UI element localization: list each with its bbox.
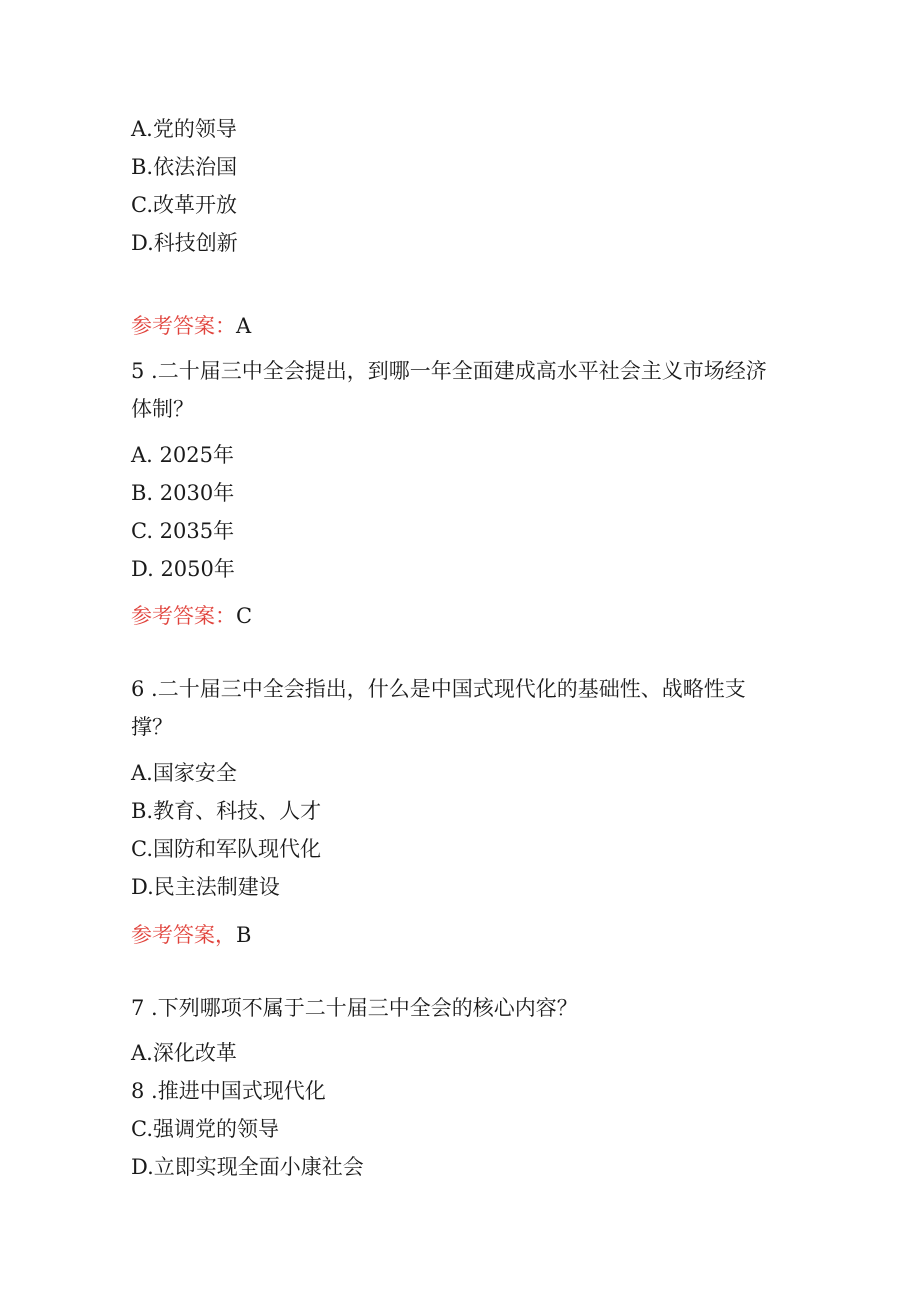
- q6-answer-value: B: [236, 923, 252, 947]
- q6-option-a: A.国家安全: [131, 761, 237, 785]
- q6-stem-line1: 6 .二十届三中全会指出，什么是中国式现代化的基础性、战略性支: [131, 677, 746, 701]
- q6-option-c: C.国防和军队现代化: [131, 837, 321, 861]
- q4-answer-value: A: [236, 314, 252, 338]
- q7-stem-line1: 7 .下列哪项不属于二十届三中全会的核心内容？: [131, 996, 578, 1020]
- q6-option-d: D.民主法制建设: [131, 875, 280, 899]
- q7-option-a: A.深化改革: [131, 1041, 237, 1065]
- q6-answer-label: 参考答案，: [131, 923, 236, 947]
- q4-option-a: A.党的领导: [131, 117, 237, 141]
- q4-option-b: B.依法治国: [131, 155, 238, 179]
- q6-answer: [131, 922, 251, 948]
- q7-option-d: D.立即实现全面小康社会: [131, 1155, 364, 1179]
- q5-option-b: B. 2030年: [131, 481, 235, 505]
- q7-option-b: 8 .推进中国式现代化: [131, 1079, 326, 1103]
- q7-option-c: C.强调党的领导: [131, 1117, 279, 1141]
- q5-option-c: C. 2035年: [131, 519, 235, 543]
- q5-stem-line1: 5 .二十届三中全会提出，到哪一年全面建成高水平社会主义市场经济: [131, 359, 767, 383]
- q6-stem-line2: 撑？: [131, 715, 173, 739]
- q5-stem-line2: 体制？: [131, 397, 194, 421]
- q4-option-d: D.科技创新: [131, 231, 238, 255]
- q4-answer-label: 参考答案：: [131, 314, 236, 338]
- q5-option-d: D. 2050年: [131, 557, 235, 581]
- q5-answer: [131, 603, 252, 629]
- q4-answer: [131, 313, 251, 339]
- q5-answer-value: C: [236, 604, 253, 628]
- q4-option-c: C.改革开放: [131, 193, 237, 217]
- q5-answer-label: 参考答案：: [131, 604, 236, 628]
- q6-option-b: B.教育、科技、人才: [131, 799, 322, 823]
- q5-option-a: A. 2025年: [131, 443, 234, 467]
